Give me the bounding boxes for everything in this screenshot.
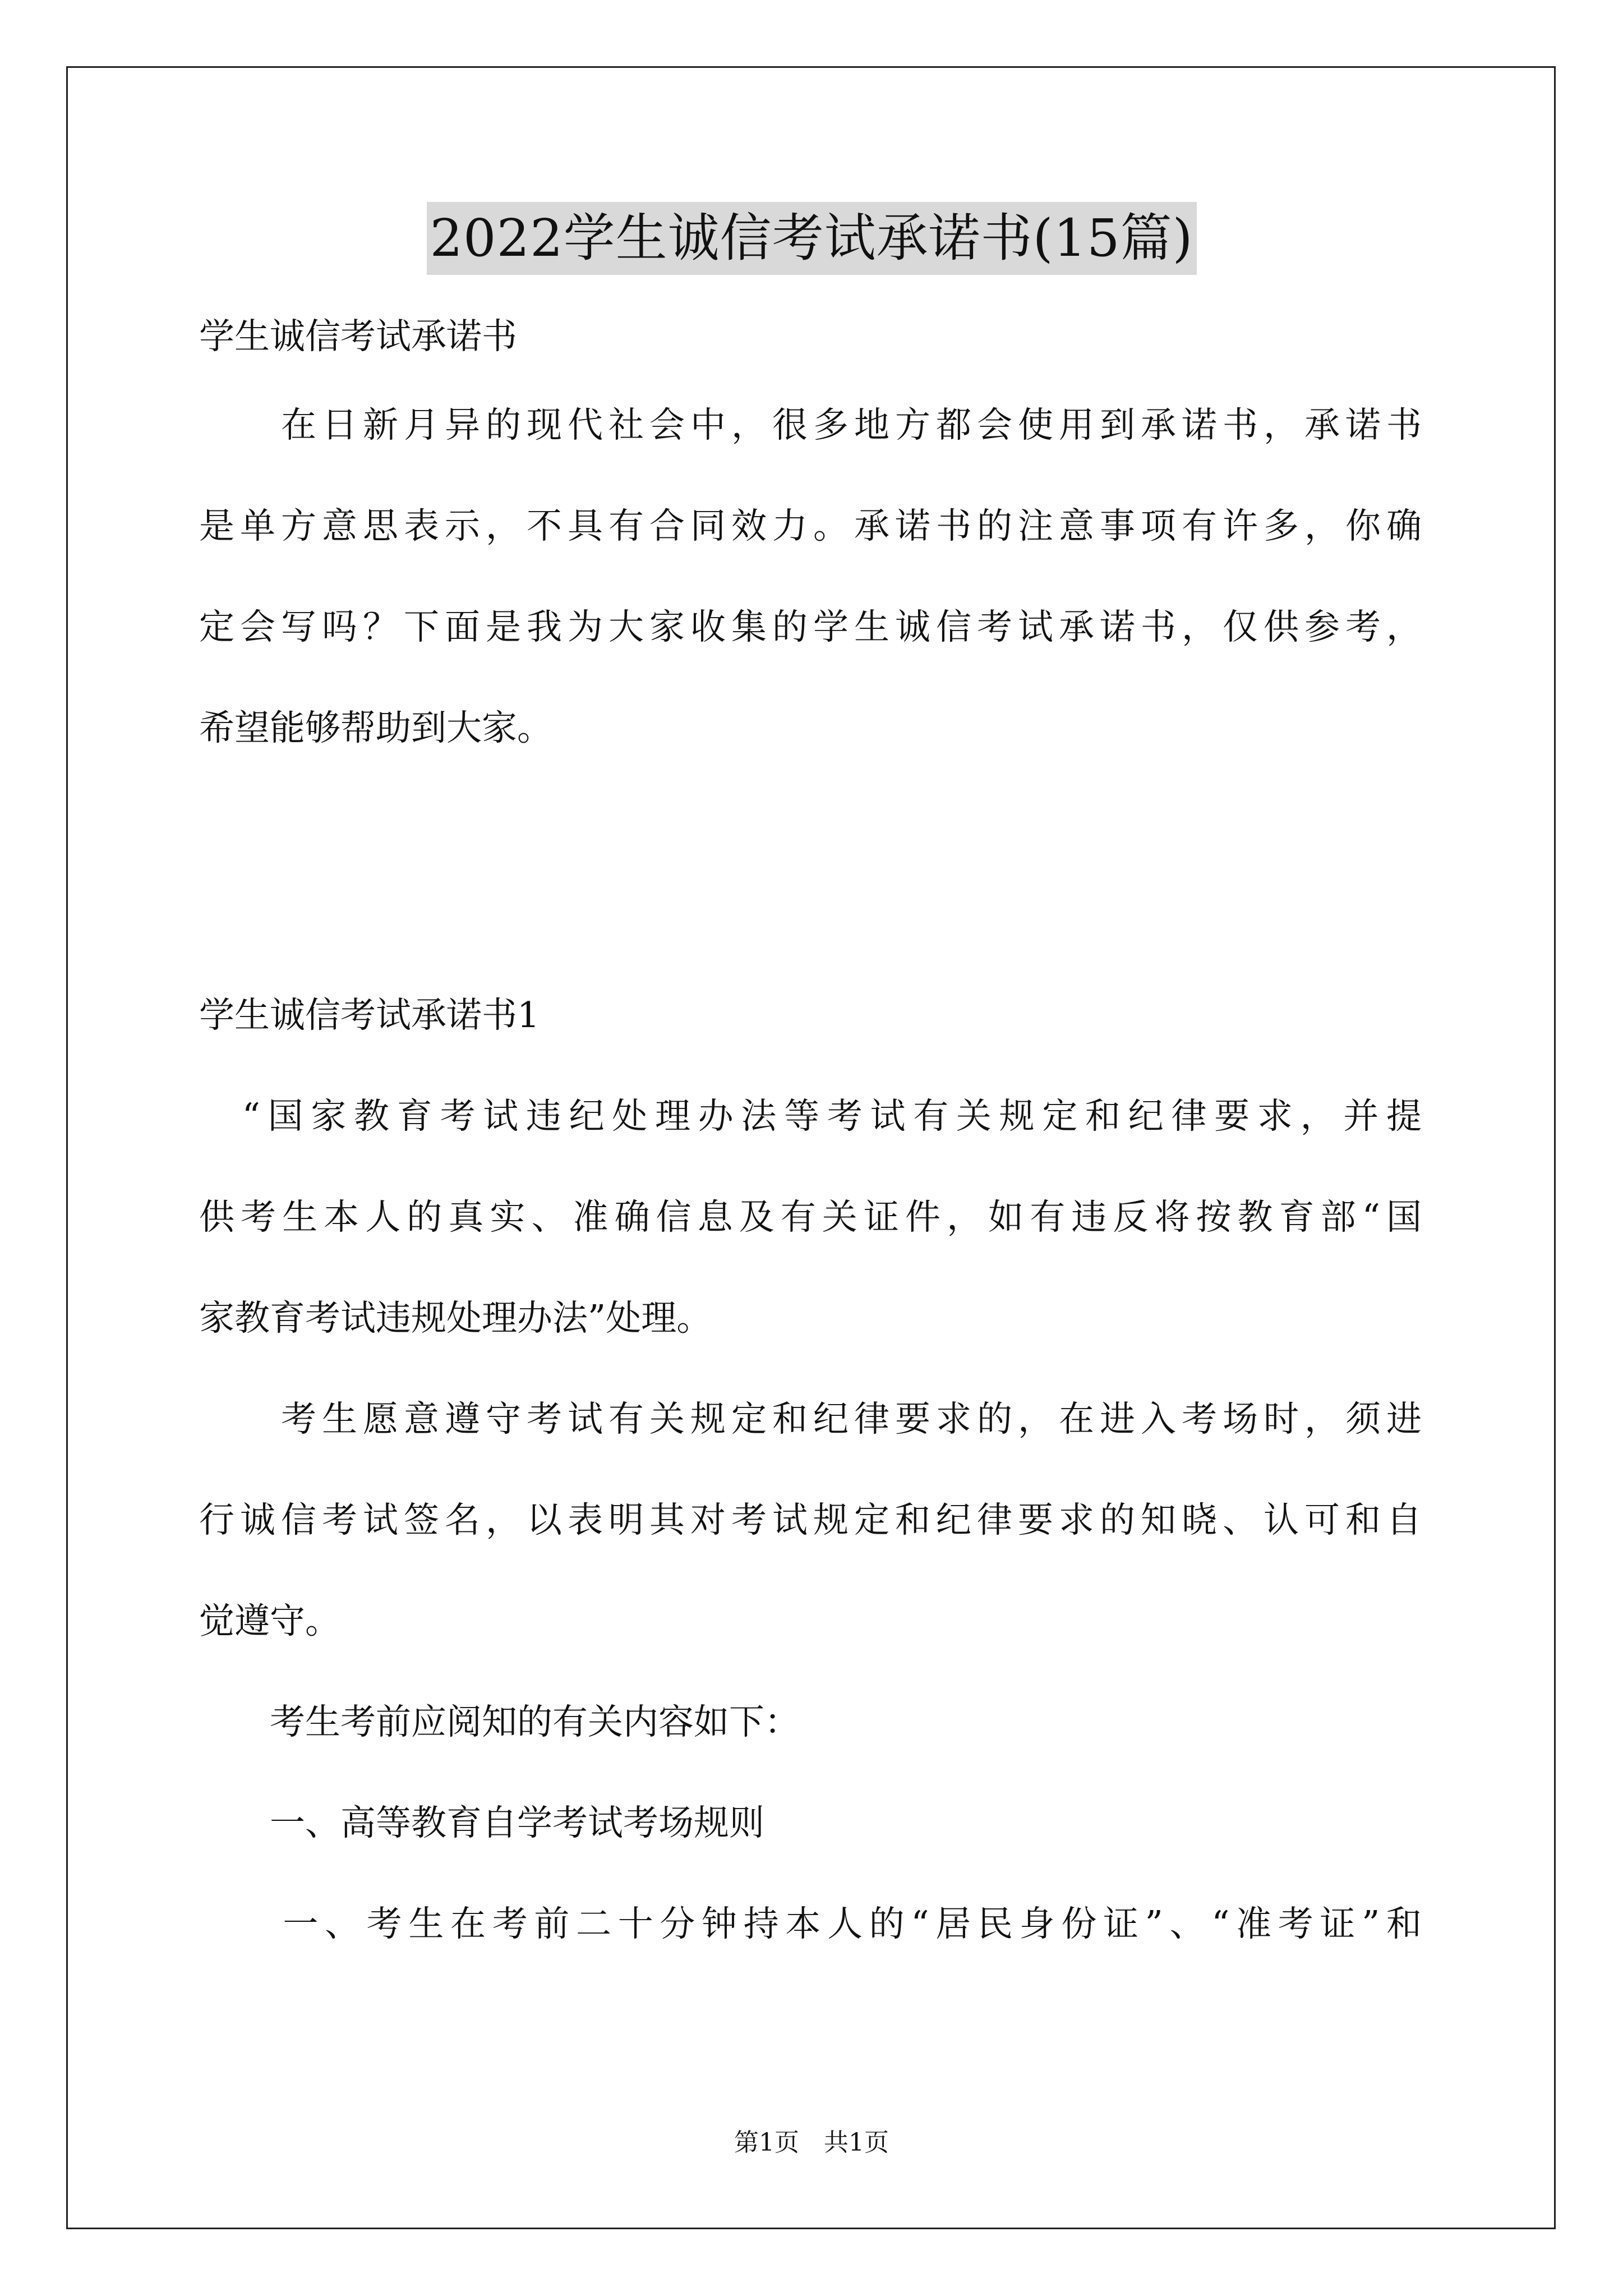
page-footer [0, 2126, 1623, 2160]
page-number: 第1页 共1页 [734, 2128, 889, 2157]
paragraph-line: 觉遵守。 [199, 1600, 340, 1641]
paragraph-rule-one [199, 1902, 1422, 1947]
paragraph-rules-heading [199, 1801, 1422, 1846]
paragraph-line: 定会写吗？下面是我为大家收集的学生诚信考试承诺书，仅供参考， [199, 606, 1422, 647]
title-container [0, 202, 1623, 275]
paragraph-line: 希望能够帮助到大家。 [199, 707, 552, 748]
paragraph-line: 行诚信考试签名，以表明其对考试规定和纪律要求的知晓、认可和自 [199, 1499, 1422, 1540]
paragraph-line: 一、高等教育自学考试考场规则 [199, 1802, 764, 1843]
paragraph-line: 考生考前应阅知的有关内容如下： [199, 1701, 800, 1742]
section-heading-intro [199, 314, 517, 359]
paragraph-line: 供考生本人的真实、准确信息及有关证件，如有违反将按教育部“国 [199, 1197, 1422, 1237]
section-heading-1 [199, 993, 540, 1038]
paragraph-line: 一、考生在考前二十分钟持本人的“居民身份证”、“准考证”和 [199, 1903, 1422, 1944]
paragraph-signature [199, 1397, 1422, 1644]
paragraph-notice [199, 1700, 1422, 1745]
section-heading: 学生诚信考试承诺书1 [199, 995, 540, 1036]
paragraph-line: “国家教育考试违纪处理办法等考试有关规定和纪律要求，并提 [199, 1096, 1422, 1137]
paragraph-line: 是单方意思表示，不具有合同效力。承诺书的注意事项有许多，你确 [199, 505, 1422, 546]
paragraph-line: 在日新月异的现代社会中，很多地方都会使用到承诺书，承诺书 [199, 404, 1422, 445]
paragraph-line: 家教育考试违规处理办法”处理。 [199, 1297, 712, 1338]
section-heading: 学生诚信考试承诺书 [199, 316, 517, 357]
paragraph-regulations [199, 1094, 1422, 1341]
paragraph-line: 考生愿意遵守考试有关规定和纪律要求的，在进入考场时，须进 [199, 1398, 1422, 1439]
intro-paragraph [199, 403, 1422, 751]
document-title: 2022学生诚信考试承诺书(15篇) [427, 202, 1197, 275]
